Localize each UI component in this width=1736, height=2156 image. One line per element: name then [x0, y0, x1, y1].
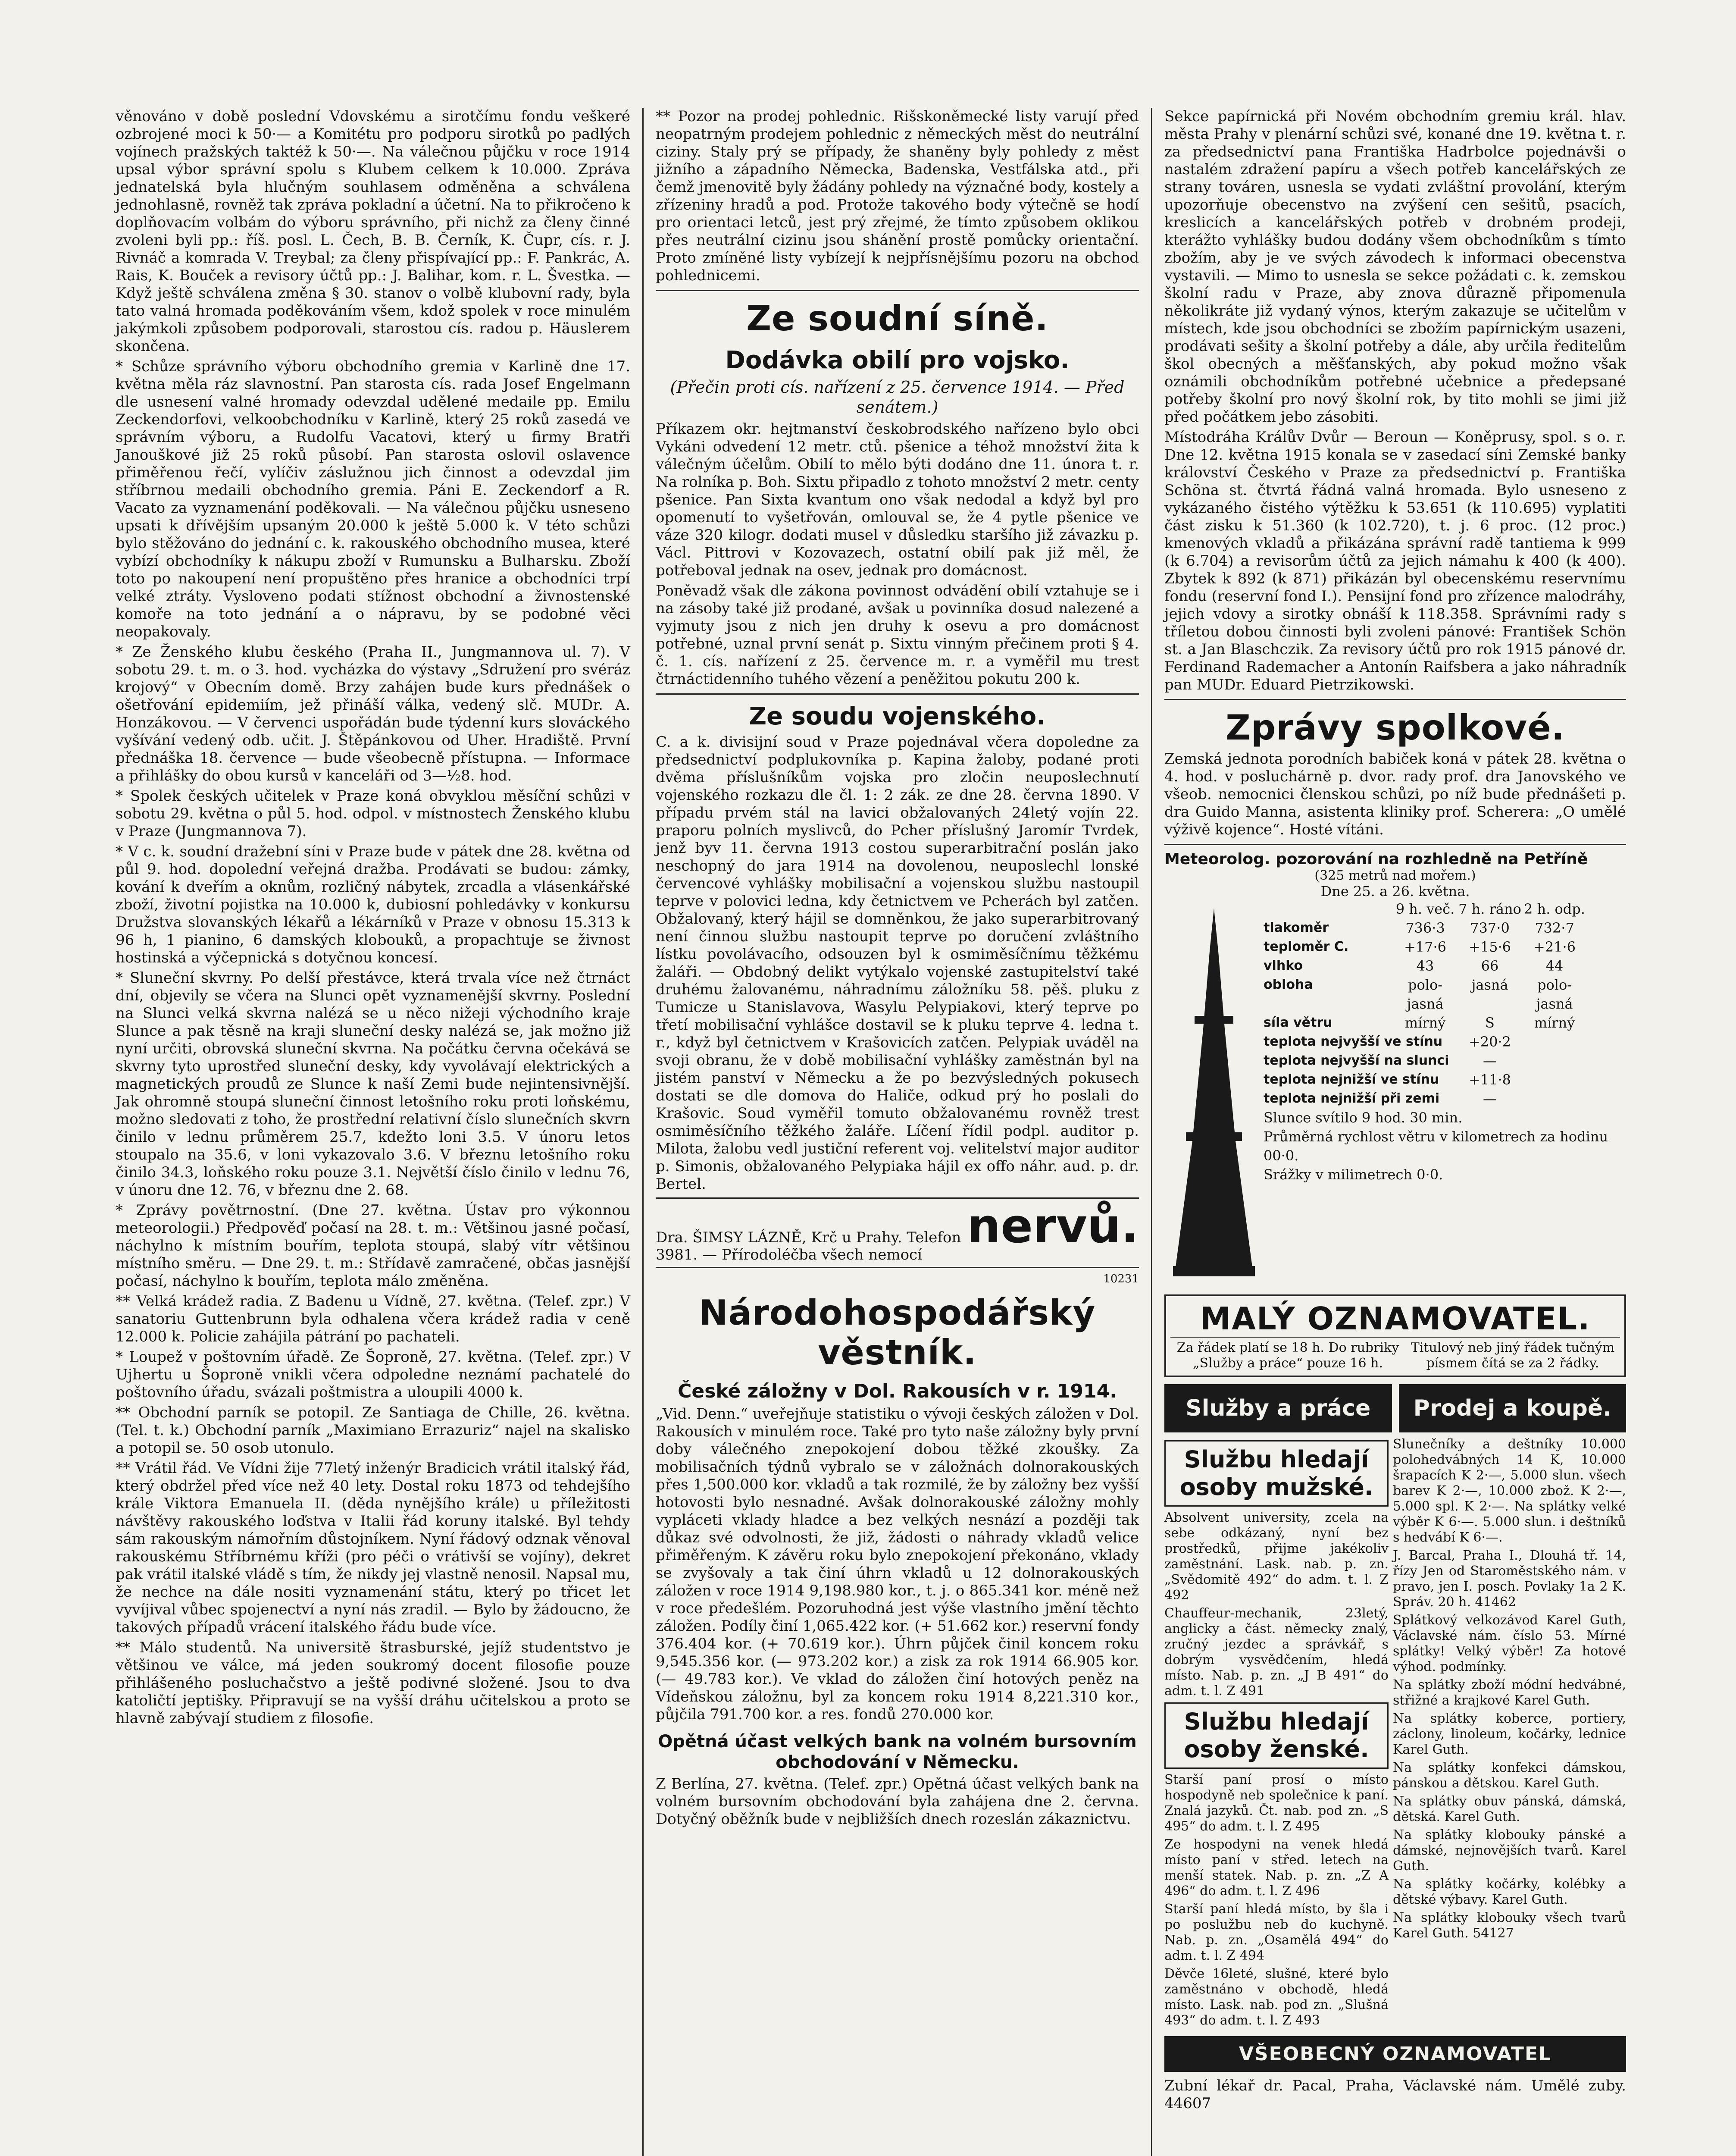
- classified-ad: Děvče 16leté, slušné, které bylo zaměstnáno v obchodě, hledá místo. Lask. nab. pod zn. „Slušná 493“ do adm. t. l. Z 493: [1164, 1966, 1389, 2028]
- article-paragraph: Z Berlína, 27. května. (Telef. zpr.) Opětná účast velkých bank na volném bursovním obchodování byla zahájena dne 2. června. Dotyčný oběžník bude v nejbližších dnech rozeslán zákaznictvu.: [656, 1775, 1139, 1828]
- ad-zubni-lekar: Zubní lékař dr. Pacal, Praha, Václavské nám. Umělé zuby. 44607: [1164, 2077, 1626, 2112]
- article-paragraph: ** Vrátil řád. Ve Vídni žije 77letý inženýr Bradicich vrátil italský řád, který obdržel před více než 40 lety. Dostal roku 1873 od tehdejšího krále Viktora Emanuela II. (děda nynějšího krále) u příležitosti návštěvy rakouského loďstva v Italii řád koruny italské. Byl tehdy sám rakouským námořním důstojníkem. Nyní řádový odznak věnoval rakouskému Stříbrnému kříži (pro péči o vrátivší se vojíny), dekret pak vrátil italské vládě s tím, že nikdy jej vlastně nenosil. Napsal mu, že nechce na dále nositi vyznamenání státu, který po třicet let vyvíjival vůbec spojenectví a nyní nás zradil. — Bylo by žádoucno, že takových případů vrácení italského řádu bude více.: [116, 1460, 630, 1636]
- column-3: [1151, 108, 1638, 2156]
- classified-banners: [1164, 1384, 1626, 1432]
- article-body-soud-vojensky: [656, 733, 1139, 1193]
- ad-lazne-number: 10231: [1103, 1272, 1139, 1285]
- weather-row: [1264, 918, 1626, 937]
- classified-heading: Službu hledají osoby mužské.: [1164, 1440, 1389, 1507]
- classified-ad: Na splátky klobouky všech tvarů Karel Guth. 54127: [1393, 1910, 1626, 1941]
- weather-value: polo-jasná: [1407, 977, 1444, 1012]
- weather-row: [1264, 975, 1626, 1013]
- classified-ad: Slunečníky a deštníky 10.000 polohedvábných 14 K, 10.000 šrapacích K 2·—, 5.000 slun. všech barev K 2·—, 10.000 zbož. K 2·—, 5.000 spl. K 2·—. Na splátky velké výběr K 6·—. 5.000 slun. i deštníků s hedvábí K 6·—.: [1393, 1437, 1626, 1545]
- weather-value: +21·6: [1533, 939, 1576, 955]
- section-title-soud-vojensky: Ze soudu vojenského.: [749, 702, 1046, 730]
- classified-ad: Starší paní prosí o místo hospodyně neb společnice k paní. Znalá jazyků. Čt. nab. pod zn. „S 495“ do adm. t. l. Z 495: [1164, 1772, 1389, 1834]
- article-paragraph: Místodráha Králův Dvůr — Beroun — Koněprusy, spol. s o. r. Dne 12. května 1915 konala se v zasedací síni Zemské banky království Českého v Praze za předsednictví p. Františka Schöna st. čtvrtá řádná valná hromada. Bylo usneseno z vykázaného čistého výtěžku k 53.651 (k 110.695) vyplatiti část zisku k 51.360 (k 102.720), t. j. 6 proc. (12 proc.) kmenových vkladů a přikázána správní radě tantiema k 999 (k 6.704) a revisorům účtů za jejich námahu k 400 (k 400). Zbytek k 892 (k 871) přikázán byl obecenskému reservnímu fondu (reservní fond I.). Pensijní fond pro zřízence malodráhy, jejich vdovy a sirotky obnáší k 118.358. Správními rady s tříletou dobou činnosti byli zvoleni pánové: František Schön st. a Jan Blaschczik. Za revisory účtů pro rok 1915 pánové dr. Ferdinand Rademacher a Antonín Raifsbera a jako náhradník pan MUDr. Eduard Pietrzikowski.: [1164, 429, 1626, 693]
- ad-lazne-simsy: [656, 1197, 1139, 1268]
- classified-right: [1393, 1437, 1626, 2031]
- divider: [1164, 844, 1626, 845]
- article-zemska-jednota: Zemská jednota porodních babiček koná v pátek 28. května o 4. hod. v posluchárně p. dvor. rady prof. dra Janovského ve všeob. nemocnici členskou schůzi, po níž bude přednášeti p. dra Guido Manna, asistenta kliniky prof. Scherera: „O umělé výživě kojence“. Hosté vítáni.: [1164, 750, 1626, 838]
- classified-ad: J. Barcal, Praha I., Dlouhá tř. 14, řízy Jen od Staroměstského nám. v pravo, jen I. posch. Povlaky 1a 2 K. Správ. 20 h. 41462: [1393, 1548, 1626, 1610]
- article-body-velke-banky: [656, 1775, 1139, 1828]
- weather-extra-label: teplota nejnižší při zemi: [1264, 1091, 1440, 1106]
- column-1: [103, 108, 642, 2156]
- classified-ad: Chauffeur-mechanik, 23letý, anglicky a část. německy znalý, zručný jezdec a správkář, s dobrým vysvědčením, hledá místo. Nab. p. zn. „J B 491“ do adm. t. l. Z 491: [1164, 1606, 1389, 1698]
- article-paragraph: Poněvadž však dle zákona povinnost odvádění obilí vztahuje se i na zásoby také již prodané, avšak u povinníka dosud nalezené a vyjmuty jsou z nich jen druhy k osevu a pro domácnost potřebné, uznal první senát p. Sixtu vinným přečinem proti § 4. č. 1. cís. nařízení z 25. července m. r. a vyměřil mu trest čtrnáctidenního tuhého vězení a peněžitou pokutu 200 k.: [656, 582, 1139, 688]
- classified-ad: Na splátky kočárky, kolébky a dětské výbavy. Karel Guth.: [1393, 1877, 1626, 1907]
- weather-extra-label: teplota nejvyšší ve stínu: [1264, 1034, 1443, 1049]
- divider: [656, 290, 1139, 291]
- article-body-dodavka-obili: [656, 420, 1139, 688]
- column-1-articles: [116, 108, 630, 1727]
- section-title-zpravy-spolkove: Zprávy spolkové.: [1226, 708, 1565, 748]
- weather-extra-value: +11·8: [1468, 1072, 1511, 1088]
- article-paragraph: * Ze Ženského klubu českého (Praha II., Jungmannova ul. 7). V sobotu 29. t. m. o 3. hod. vycházka do výstavy „Sdružení pro svéráz krojový“ v Obecním domě. Brzy zahájen bude kurs přednášek o ošetřování epidemiím, jež přináší válka, vedený slč. MUDr. A. Honzákovou. — V červenci uspořádán bude týdenní kurs slováckého vyšívání vedený odb. učit. J. Štěpánkovou od Uher. Hradiště. První přednáška 18. července — bude všeobecně přístupna. — Informace a přihlášky do obou kursů v kanceláři od 3—½8. hod.: [116, 643, 630, 784]
- weather-extra-row: [1264, 1051, 1626, 1070]
- columns: [103, 108, 1638, 2156]
- weather-header-row: [1264, 899, 1626, 918]
- weather-body: [1164, 899, 1626, 1288]
- weather-row-label: vlhko: [1264, 958, 1303, 973]
- article-paragraph: Příkazem okr. hejtmanství českobrodského nařízeno bylo obci Vykáni odvedení 12 metr. ctů. pšenice a téhož množství žita k válečným účelům. Obilí to mělo býti dodáno dne 11. února t. r. Na rolníka p. Boh. Sixtu připadlo z tohoto množství 2 metr. centy pšenice. Pan Sixta kvantum ono však nedodal a když byl pro opomenutí to vyšetřován, omlouval se, že 4 pytle pšenice ve váze 320 kilogr. dodati musel v důsledku staršího již závazku p. Václ. Pittrovi v Kozovazech, ostatní obilí pak již měl, že potřeboval jednak na osev, jednak pro domácnost.: [656, 420, 1139, 579]
- classified-ad: Na splátky klobouky pánské a dámské, nejnovějších tvarů. Karel Guth.: [1393, 1827, 1626, 1874]
- article-paragraph: věnováno v době poslední Vdovskému a sirotčímu fondu veškeré ozbrojené moci k 50·— a Komitétu pro podporu sirotků po padlých vojínech pražských taktéž k 50·—. Na válečnou půjčku v roce 1914 upsal výbor správní spolu s Klubem celkem k 10.000. Zpráva jednatelská byla hlučným souhlasem odměněna a schválena jednohlasně, rovněž tak zpráva pokladní a účetní. Na to přikročeno k doplňovacím volbám do výboru správního, při nichž za členy činné zvoleni byli pp.: říš. posl. L. Čech, B. B. Černík, K. Čupr, cís. r. J. Rivnáč a komrada V. Treybal; za členy přispívající pp.: F. Pankrác, A. Rais, K. Bouček a revisory účtů pp.: J. Balihar, kom. r. L. Švestka. — Když ještě schválena změna § 30. stanov o volbě klubovní rady, byla tato valná hromada poděkováním všem, kdož spolek v roce minulém jakýmkoli způsobem podporovali, starostou cís. radou p. Häuslerem skončena.: [116, 108, 630, 355]
- weather-value: S: [1485, 1015, 1495, 1031]
- column-2: [642, 108, 1151, 2156]
- weather-value: 737·0: [1470, 920, 1510, 936]
- weather-row-label: síla větru: [1264, 1015, 1332, 1030]
- weather-extra-row: [1264, 1070, 1626, 1089]
- article-paragraph: ** Obchodní parník se potopil. Ze Santiaga de Chille, 26. května. (Tel. t. k.) Obchodní parník „Maximiano Errazuriz“ najel na skalisko a potopil se. 50 osob utonulo.: [116, 1404, 630, 1457]
- classified-ad: Absolvent university, zcela na sebe odkázaný, nyní bez prostředků, přijme jakékoliv zaměstnání. Lask. nab. p. zn. „Svědomitě 492“ do adm. t. l. Z 492: [1164, 1510, 1389, 1603]
- weather-value: +15·6: [1468, 939, 1511, 955]
- weather-row: [1264, 937, 1626, 956]
- weather-row-label: obloha: [1264, 977, 1313, 992]
- article-paragraph: * Schůze správního výboru obchodního gremia v Karlině dne 17. května měla ráz slavnostní. Pan starosta cís. rada Josef Engelmann dle usnesení valné hromady odevzdal udělené medaile pp. Emilu Zeckendorfovi, velkoobchodníku v Karlině, který 25 roků zasedá ve správním výboru, a Rudolfu Vacatovi, který u firmy Bratři Janouškové již 25 roků působí. Pan starosta oslovil oslavence přiměřenou řečí, vylíčiv záslužnou jich činnost a odevzdal jim stříbrnou medaili obchodního gremia. Páni E. Zeckendorf a R. Vacato za vyznamenání poděkovali. — Na válečnou půjčku usneseno upsati k dřívějším upsaným 20.000 k ještě 5.000 k. V této schůzi bylo stěžováno do jednání c. k. rakouského obchodního musea, které vybízí obchodníky k nákupu zboží v Rumunsku a Bulharsku. Zboží toto po nakoupení není propuštěno přes hranice a obchodníci trpí velké ztráty. Vysloveno podati stížnost obchodní a živnostenské komoře na toto jednání a o nápravu, by se podobné věci neopakovaly.: [116, 358, 630, 640]
- weather-observation: [1164, 850, 1626, 1288]
- weather-extra: [1264, 1032, 1626, 1108]
- article-paragraph: * Loupež v poštovním úřadě. Ze Šoproně, 27. května. (Telef. zpr.) V Ujhertu u Šoproně vnikli včera odpoledne neznámí pachatelé do poštovního úřadu, svázali poštmistra a uloupili 4000 k.: [116, 1348, 630, 1401]
- article-paragraph: ** Velká krádež radia. Z Badenu u Vídně, 27. května. (Telef. zpr.) V sanatoriu Guttenbrunn byla odhalena včera krádež radia v ceně 12.000 k. Policie zahájila pátrání po pachateli.: [116, 1293, 630, 1345]
- weather-row-label: tlakoměr: [1264, 920, 1329, 935]
- classified-ads: [1164, 1437, 1626, 2031]
- article-paragraph: „Vid. Denn.“ uveřejňuje statistiku o vývoji českých záložen v Dol. Rakousích v minulém roce. Také pro tyto naše záložny byly první doby válečného znepokojení dobou těžké zkoušky. Za mobilisačních týdnů vybralo se v záložnách dolnorakouských přes 1,500.000 kor. vkladů a tak rozmilé, že by záložny bez vyšší hotovosti bylo nesnadné. Avšak dolnorakouské záložny mohly vypláceti vklady hladce a bez velkých nesnází a později tak důkaz své odvolnosti, že již, žádosti o náhrady vkladů velice přiměřeným. K závěru roku bylo znepokojení překonáno, vklady se zvyšovaly a tak činí úhrn vkladů u 12 dolnorakouských záložen v roce 1914 9,198.980 kor., t. j. o 865.341 kor. méně než v roce předešlém. Pozoruhodná jest výše vlastního jmění těchto záložen. Podíly činí 1,065.422 kor. (+ 51.662 kor.) reservní fondy 376.404 kor. (+ 70.619 kor.). Úhrn půjček činil koncem roku 9,545.356 kor. (— 973.202 kor.) a zisk za rok 1914 66.905 kor. (— 49.783 kor.). Ve vklad do záložen činí hotových peněz na Vídeňskou záložnu, byl za koncem roku 1914 8,221.310 kor., půjčila 791.700 kor. a res. fondů 270.000 kor.: [656, 1405, 1139, 1723]
- maly-oznamovatel-title: MALÝ OZNAMOVATEL.: [1200, 1300, 1591, 1337]
- weather-row-label: teploměr C.: [1264, 939, 1349, 954]
- weather-sun: Slunce svítilo 9 hod. 30 min.: [1264, 1109, 1463, 1126]
- banner-sluzby-a-prace: Služby a práce: [1164, 1384, 1392, 1432]
- column-3-articles: [1164, 108, 1626, 694]
- weather-date: Dne 25. a 26. května.: [1320, 883, 1470, 899]
- classified-ad: Na splátky zboží módní hedvábné, střižné a krajkové Karel Guth.: [1393, 1677, 1626, 1708]
- section-title-soudni-sin: Ze soudní síně.: [746, 298, 1048, 338]
- weather-extra-label: teplota nejnižší ve stínu: [1264, 1072, 1439, 1087]
- weather-extra-value: +20·2: [1468, 1034, 1511, 1050]
- divider: [1164, 699, 1626, 700]
- oznam-price-right: Titulový neb jiný řádek tučným písmem čítá se za 2 řádky.: [1411, 1340, 1615, 1371]
- weather-col-head: 7 h. ráno: [1458, 901, 1521, 917]
- weather-extra-value: —: [1483, 1091, 1497, 1107]
- weather-wind: Průměrná rychlost větru v kilometrech za hodinu 00·0.: [1264, 1128, 1608, 1164]
- weather-value: polo-jasná: [1536, 977, 1573, 1012]
- weather-value: 66: [1481, 958, 1499, 974]
- article-paragraph: * Sluneční skvrny. Po delší přestávce, která trvala více než čtrnáct dní, objevily se včera na Slunci opět vyznamenější skvrny. Poslední na Slunci velká skvrna nalézá se u něco nižeji východního kraje Slunce a pak těsně na kraji sluneční desky nalézá se, jak možno již nyní určiti, obrovská sluneční skvrna. Na počátku června očekává se skvrny tyto uprostřed sluneční desky, kdy vyvolávají elektrických a magnetických proudů ze Slunce k naší Zemi bude nejintensivnější. Jak ohromně stoupá sluneční činnost letošního roku proti loňskému, možno sledovati z toho, že prostřední relativní číslo slunečních skvrn činilo v lednu průměrem 25.7, kdežto loni 3.5. V únoru letos stoupalo na 35.6, v loni vykazovalo 3.6. V březnu letošního roku činilo 34.3, loňského roku pouze 3.1. Největší číslo činilo v lednu 76, v únoru dne 12. 76, v březnu dne 2. 68.: [116, 969, 630, 1199]
- article-title-dodavka-obili: Dodávka obilí pro vojsko.: [725, 346, 1070, 374]
- article-body-ceske-zalozny: [656, 1405, 1139, 1724]
- article-paragraph: Sekce papírnická při Novém obchodním gremiu král. hlav. města Prahy v plenární schůzi své, konané dne 19. května t. r. za předsednictví pana Františka Hadrbolce pojednávši o nastalém zdražení papíru a všech potřeb kancelářských ze strany továren, usnesla se vydati zvláštní provolání, kterým upozorňuje obecenstvo na zvýšení cen sešitů, psacích, kreslicích a kancelářských potřeb v drobném prodeji, kterážto vyhlášky budou dodány všem obchodníkům s tímto zbožím, aby je ve svých závodech k informaci obecenstva vystavili. — Mimo to usnesla se sekce požádati c. k. zemskou školní radu v Praze, aby znova důrazně připomenula několikráte již vydaný výnos, kterým zakazuje se učitelům v místech, kde jsou obchodníci se zbožím papírnickým usazeni, prodávati sešity a školní potřeby a dále, aby určila ředitelům škol obecných a měšťanských, aby pokud možno však oznámili obchodníkům potřebné učebnice a předepsané potřeby školní pro nový školní rok, by tito mohli se jimi již před počátkem jebo zásobiti.: [1164, 108, 1626, 426]
- weather-rain: Srážky v milimetrech 0·0.: [1264, 1166, 1443, 1183]
- article-paragraph: ** Málo studentů. Na universitě štrasburské, jejíž studentstvo je většinou ve válce, má jeden soukromý docent filosofie pouze přihlášeného posluchačstvo a ještě podivné složené. Jsou to dva katoličtí jeptišky. Připravují se na vyšší dráhu učitelskou a proto se hlavně zabývají studiem z filosofie.: [116, 1639, 630, 1727]
- weather-col-head: 9 h. več.: [1395, 901, 1455, 917]
- weather-extra-label: teplota nejvyšší na slunci: [1264, 1053, 1449, 1068]
- weather-rows: [1264, 918, 1626, 1032]
- article-paragraph: * V c. k. soudní dražební síni v Praze bude v pátek dne 28. května od půl 9. hod. dopolední veřejná dražba. Prodávati se budou: zámky, kování k dveřím a oknům, rozličný nábytek, zrcadla a vlásenkářské zboží, životní pojistka na 10.000 k, dubiosní pohledávky v konkursu Družstva slovanských lékařů a lékárníků v Praze v obnosu 15.313 k 96 h, 1 pianino, 6 damských klobouků, a propachtuje se živnost hostinská a výčepnická s dotyčnou koncesí.: [116, 843, 630, 966]
- weather-value: 736·3: [1405, 920, 1445, 936]
- classified-ad: Na splátky obuv pánská, dámská, dětská. Karel Guth.: [1393, 1794, 1626, 1824]
- weather-title: Meteorolog. pozorování na rozhledně na Petříně: [1164, 850, 1588, 868]
- article-subtitle-precin: (Přečin proti cís. nařízení z 25. července 1914. — Před senátem.): [670, 378, 1125, 417]
- weather-extra-value: —: [1483, 1053, 1497, 1069]
- weather-value: 44: [1545, 958, 1564, 974]
- classified-left: [1164, 1437, 1389, 2031]
- maly-oznamovatel-prices: [1170, 1337, 1620, 1371]
- weather-extra-row: [1264, 1089, 1626, 1108]
- maly-oznamovatel-box: [1164, 1294, 1626, 1377]
- article-title-ceske-zalozny: České záložny v Dol. Rakousích v r. 1914.: [678, 1380, 1117, 1402]
- weather-row: [1264, 1013, 1626, 1032]
- classified-ad: Splátkový velkozávod Karel Guth, Václavské nám. číslo 53. Mírné splátky! Velký výběr! Za hotové výhod. podmínky.: [1393, 1613, 1626, 1674]
- weather-value: mírný: [1534, 1015, 1575, 1031]
- weather-value: 732·7: [1535, 920, 1574, 936]
- divider: [656, 693, 1139, 695]
- article-title-velke-banky: Opětná účast velkých bank na volném bursovním obchodování v Německu.: [658, 1732, 1137, 1772]
- ad-lazne-text: Dra. ŠIMSY LÁZNĚ, Krč u Prahy. Telefon 3981. — Přírodoléčba všech nemocí: [656, 1229, 961, 1263]
- article-paragraph: C. a k. divisijní soud v Praze pojednával včera dopoledne za předsednictví podplukovníka p. Kapina žaloby, podané proti dvěma příslušníkům vojska pro zločin neuposlechnutí vojenského rozkazu dle čl. 1: 2 zák. ze dne 28. června 1890. V případu prvém stál na lavici obžalovaných 24letý vojín 22. praporu polních myslivců, do Pcher příslušný Jaromír Tvrdek, jenž byv 11. června 1913 costou superarbitrační poslán jako neschopný do jara 1914 na dovolenou, neuposlechl lonské červencové vyhlášky mobilisační a vojenskou službu nastoupil teprve v polovici ledna, kdy četnictvem ve Pcherách byl zatčen. Obžalovaný, který hájil se domněnkou, že jako superarbitrovaný není činnou službu nastoupit teprve po doručení zvláštního lístku povolávacího, odsouzen byl k osmiměsíčnímu těžkému žaláři. — Obdobný delikt vytýkalo vojenské zastupitelství také druhému žalovanému, náhradnímu záložníku 58. pěš. pluku z Tumicze u Stanislavova, Wasylu Pelypiakovi, který teprve po třetí mobilisační vyhlášce dostavil se k pluku teprve 4. ledna t. r., když byl četnictvem v Krašovicích zatčen. Pelypiak uváděl na svoji obranu, že v době mobilisační vyhlášky zaměstnán byl na jistém panství v Německu a že po bezvýsledných pokusech dostati se dle domova do Haliče, odkud prý ho poslali do Krašovic. Soud vyměřil tomuto obžalovanému rovněž trest osmiměsíčního těžkého žaláře. Líčení řídil podpl. auditor p. Milota, žalobu vedl justiční referent voj. velitelství major auditor p. Simonis, obžalovaného Pelypiaka hájil ex offo náhr. aud. p. dr. Bertel.: [656, 733, 1139, 1193]
- classified-heading: Službu hledají osoby ženské.: [1164, 1702, 1389, 1769]
- weather-col-head: 2 h. odp.: [1524, 901, 1585, 917]
- classified-ad: Na splátky konfekci dámskou, pánskou a dětskou. Karel Guth.: [1393, 1760, 1626, 1791]
- weather-subtitle: (325 metrů nad mořem.): [1314, 868, 1476, 883]
- classified-ad: Ze hospodyni na venek hledá místo paní v střed. letech na menší statek. Nab. p. zn. „Z A 496“ do adm. t. l. Z 496: [1164, 1837, 1389, 1899]
- section-title-narodohospodarsky-vestnik: Národohospodářský věstník.: [699, 1293, 1096, 1373]
- weather-value: jasná: [1471, 977, 1508, 993]
- classified-ad: Starší paní hledá místo, by šla i po poslužbu neb do kuchyně. Nab. p. zn. „Osamělá 494“ do adm. t. l. Z 494: [1164, 1902, 1389, 1963]
- ad-lazne-nervu: nervů.: [967, 1198, 1139, 1253]
- weather-value: 43: [1416, 958, 1434, 974]
- weather-value: mírný: [1404, 1015, 1446, 1031]
- classified-ad: Na splátky koberce, portiery, záclony, linoleum, kočárky, lednice Karel Guth.: [1393, 1711, 1626, 1757]
- vseobecny-oznamovatel-banner: VŠEOBECNÝ OZNAMOVATEL: [1164, 2036, 1626, 2072]
- weather-value: +17·6: [1404, 939, 1447, 955]
- banner-prodej-a-koupe: Prodej a koupě.: [1399, 1384, 1627, 1432]
- weather-extra-row: [1264, 1032, 1626, 1051]
- oznam-price-left: Za řádek platí se 18 h. Do rubriky „Služby a práce“ pouze 16 h.: [1176, 1340, 1399, 1371]
- article-paragraph: * Zprávy povětrnostní. (Dne 27. května. Ústav pro výkonnou meteorologii.) Předpověď počasí na 28. t. m.: Většinou jasné počasí, náchylno k místním bouřím, teplota stoupá, slabý vítr většinou místního směru. — Dne 29. t. m.: Střídavě zamračené, občas jasnější počasí, náchylno k bouřím, teplota málo změněna.: [116, 1202, 630, 1290]
- petrin-tower-icon: [1164, 899, 1264, 1288]
- weather-row: [1264, 956, 1626, 975]
- article-pohlednice: ** Pozor na prodej pohlednic. Rišskoněmecké listy varují před neopatrným prodejem pohlednic z německých měst do neutrální ciziny. Staly prý se případy, že shaněny byly pohledy z měst jižního a západního Německa, Badenska, Vestfálska atd., při čemž jmenovitě byly žádány pohledy na význačné body, kostely a zřízeniny hradů a pod. Protože takového body výtečně se hodí pro orientaci letců, jest prý zřejmé, že tímto způsobem oklikou přes neutrální cizinu jsou shánění prostě pomůcky orientační. Proto zmíněné listy vybízejí k nejpřísnějšímu pozoru na obchod pohlednicemi.: [656, 108, 1139, 284]
- weather-table: [1264, 899, 1626, 1288]
- article-paragraph: * Spolek českých učitelek v Praze koná obvyklou měsíční schůzi v sobotu 29. května o půl 5. hod. odpol. v místnostech Ženského klubu v Praze (Jungmannova 7).: [116, 787, 630, 840]
